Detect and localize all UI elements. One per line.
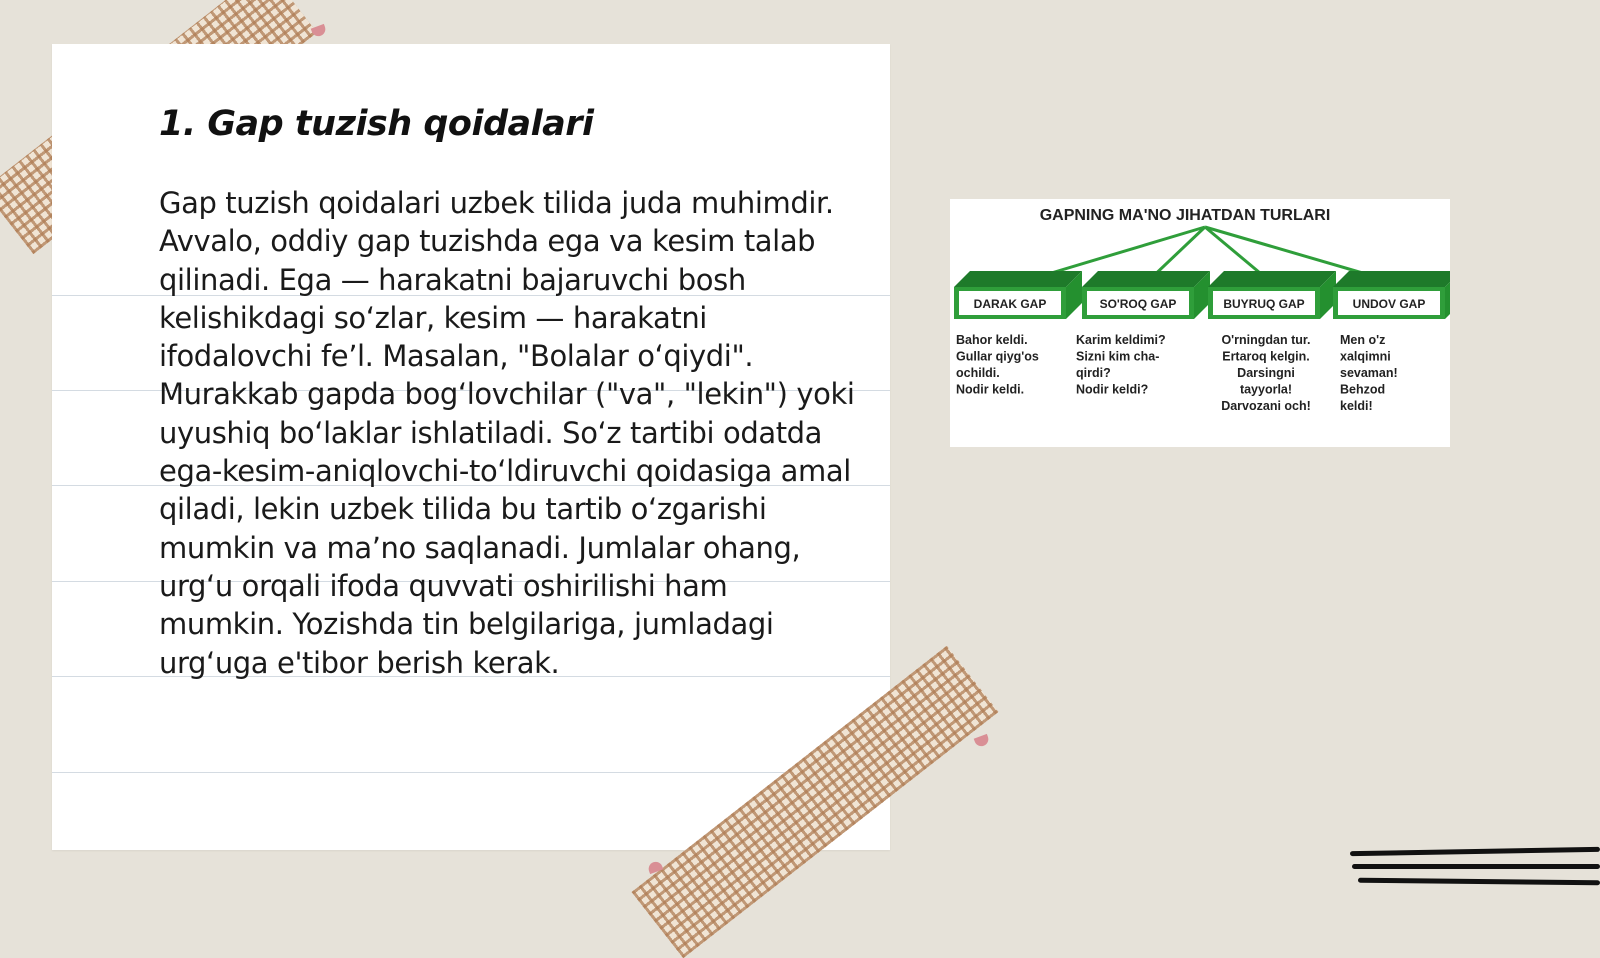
example-sentence: Gullar qiyg'os xyxy=(956,349,1039,364)
figure-title: GAPNING MA'NO JIHATDAN TURLARI xyxy=(1039,207,1331,224)
example-sentence: sevaman! xyxy=(1340,366,1398,380)
example-sentence: Nodir keldi. xyxy=(956,382,1025,397)
box-label: BUYRUQ GAP xyxy=(1223,297,1305,311)
slide-title: 1. Gap tuzish qoidalari xyxy=(159,104,594,144)
sentence-type-box xyxy=(1208,271,1336,413)
slide-body-text: Gap tuzish qoidalari uzbek tilida juda muhimdir. Avvalo, oddiy gap tuzishda ega va kesim talab qilinadi. Ega — harakatni bajaruvchi bosh kelishikdagi so‘zlar, kesim — harakatni ifodalovchi fe’l. Masalan, "Bolalar o‘qiydi". Murakkab gapda bog‘lovchilar ("va", "lekin") yoki uyushiq bo‘laklar ishlatiladi. So‘z tartibi odatda ega-kesim-aniqlovchi-to‘ldiruvchi qoidasiga amal qiladi, lekin uzbek tilida bu tartib o‘zgarishi mumkin va ma’no saqlanadi. Jumlalar ohang, urg‘u orqali ifoda quvvati oshirilishi ham mumkin. Yozishda tin belgilariga, jumladagi urg‘uga e'tibor berish kerak. xyxy=(159,186,855,680)
decorative-line xyxy=(1350,847,1600,856)
box-label: UNDOV GAP xyxy=(1352,297,1426,311)
example-sentence: Darvozani och! xyxy=(1221,399,1311,413)
notebook-paper xyxy=(52,44,890,850)
example-sentence: Darsingni xyxy=(1237,366,1295,380)
example-sentence: Ertaroq kelgin. xyxy=(1222,349,1310,364)
decorative-line xyxy=(1352,864,1600,869)
box-label: SO'ROQ GAP xyxy=(1099,297,1177,311)
box-top-face xyxy=(954,271,1082,287)
example-sentence: xalqimni xyxy=(1340,349,1391,364)
tape-tip xyxy=(974,734,991,748)
paper-rule xyxy=(52,772,890,773)
sentence-type-box xyxy=(1333,271,1450,413)
sentence-types-diagram xyxy=(950,199,1450,447)
box-top-face xyxy=(1082,271,1210,287)
example-sentence: Sizni kim cha- xyxy=(1076,349,1160,364)
decorative-line xyxy=(1358,878,1600,886)
sentence-type-box xyxy=(1076,271,1210,397)
example-sentence: tayyorla! xyxy=(1239,382,1293,397)
sentence-type-box xyxy=(954,271,1082,397)
figure-boxes xyxy=(954,271,1450,413)
example-sentence: O'rningdan tur. xyxy=(1221,333,1311,347)
example-sentence: Bahor keldi. xyxy=(956,333,1028,347)
tape-tip xyxy=(311,24,328,38)
box-top-face xyxy=(1333,271,1450,287)
example-sentence: ochildi. xyxy=(956,366,1000,380)
example-sentence: Men o'z xyxy=(1340,333,1386,347)
example-sentence: Behzod xyxy=(1340,382,1386,397)
box-label: DARAK GAP xyxy=(973,297,1047,311)
example-sentence: Karim keldimi? xyxy=(1076,333,1166,347)
example-sentence: qirdi? xyxy=(1076,366,1111,380)
box-top-face xyxy=(1208,271,1336,287)
example-sentence: Nodir keldi? xyxy=(1076,382,1149,397)
sentence-types-figure xyxy=(950,199,1450,447)
example-sentence: keldi! xyxy=(1340,399,1373,413)
